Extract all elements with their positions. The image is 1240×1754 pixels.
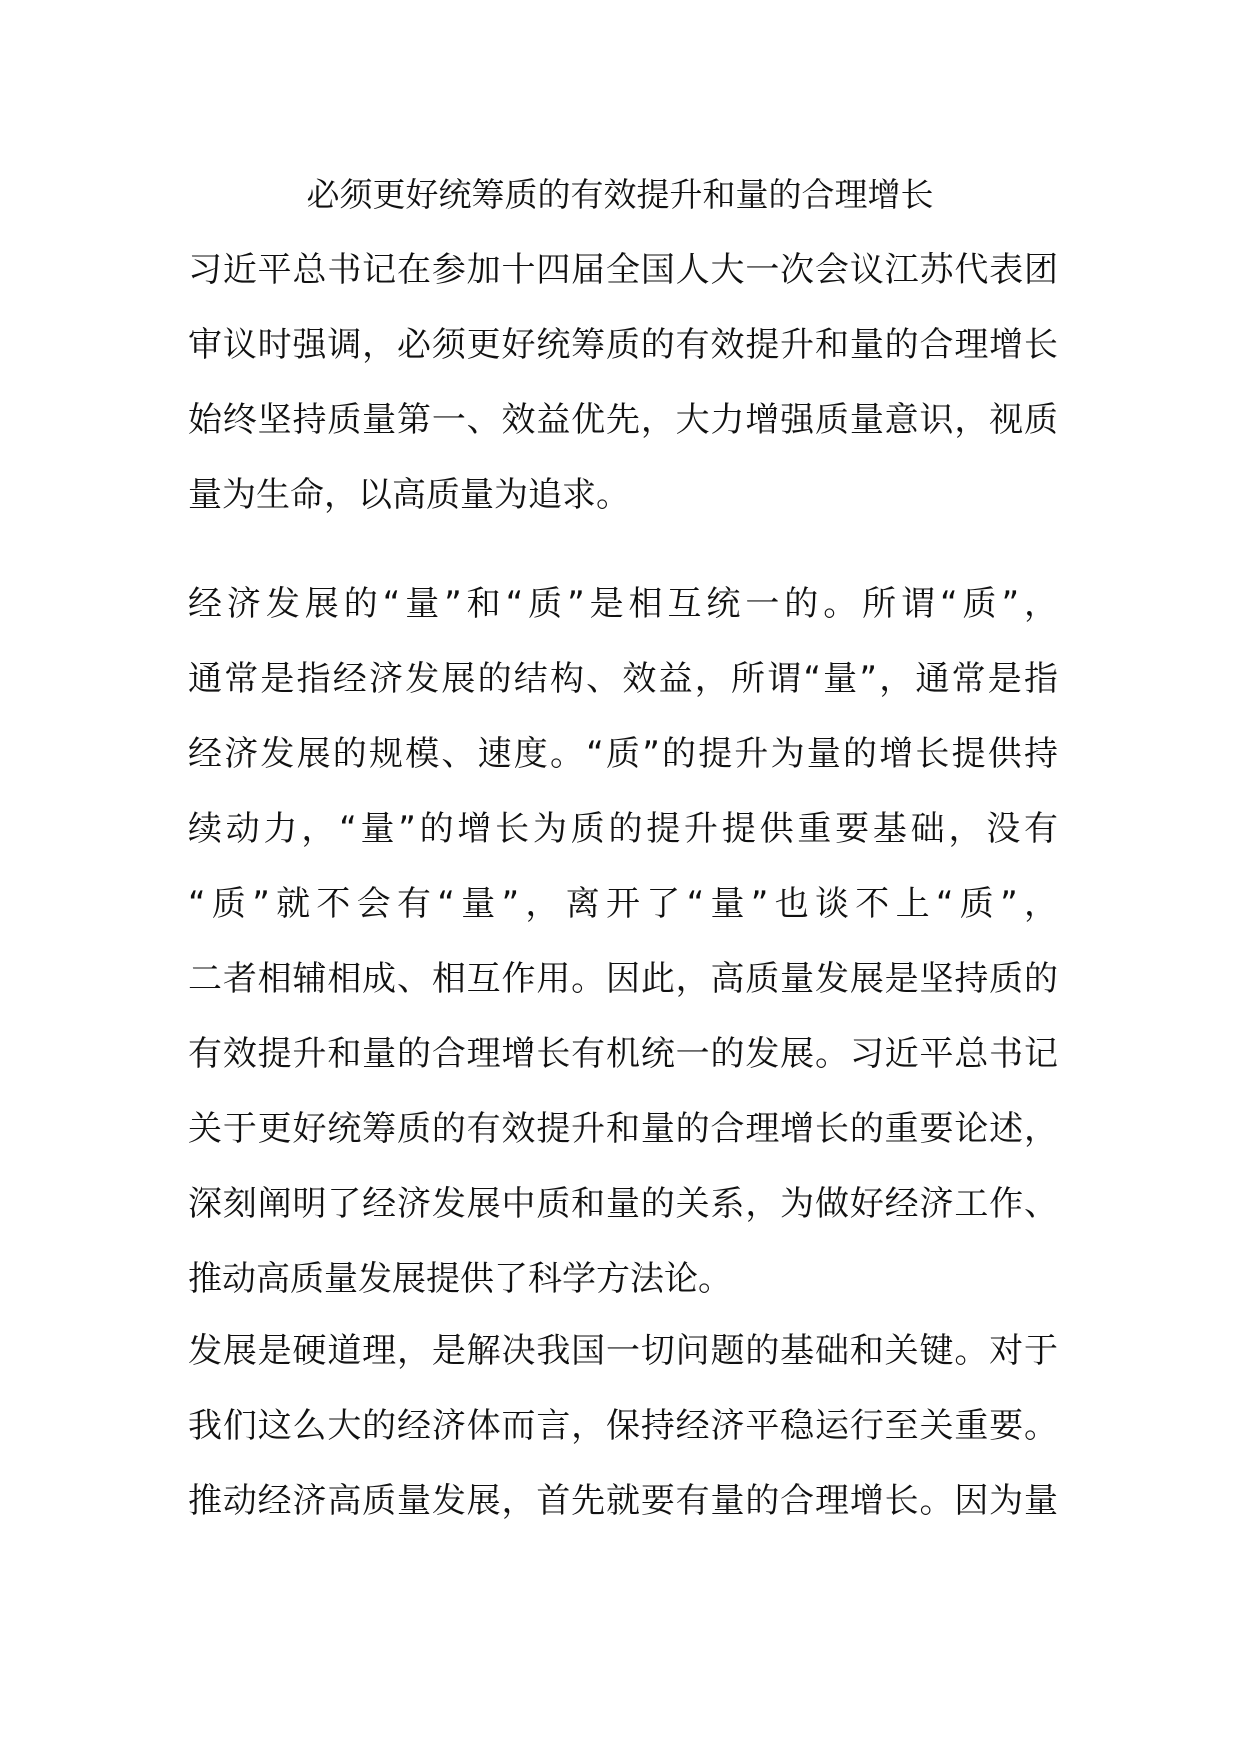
paragraph-line: 通常是指经济发展的结构、效益，所谓“量”，通常是指 [188, 659, 1058, 699]
paragraph-line: “质”就不会有“量”，离开了“量”也谈不上“质”， [188, 884, 1058, 924]
paragraph-line: 经济发展的“量”和“质”是相互统一的。所谓“质”， [188, 584, 1058, 624]
paragraph-line: 我们这么大的经济体而言，保持经济平稳运行至关重要。 [188, 1406, 1058, 1446]
paragraph-line: 量为生命，以高质量为追求。 [188, 475, 630, 515]
paragraph-line: 发展是硬道理，是解决我国一切问题的基础和关键。对于 [188, 1331, 1058, 1371]
document-title: 必须更好统筹质的有效提升和量的合理增长 [306, 175, 934, 214]
paragraph-line: 深刻阐明了经济发展中质和量的关系，为做好经济工作、 [188, 1184, 1058, 1224]
paragraph-line: 续动力，“量”的增长为质的提升提供重要基础，没有 [188, 809, 1058, 849]
paragraph-line: 推动经济高质量发展，首先就要有量的合理增长。因为量 [188, 1481, 1058, 1521]
paragraph-line: 二者相辅相成、相互作用。因此，高质量发展是坚持质的 [188, 959, 1058, 999]
paragraph-1 [188, 233, 1058, 533]
paragraph-line: 关于更好统筹质的有效提升和量的合理增长的重要论述， [188, 1109, 1058, 1149]
paragraph-line: 习近平总书记在参加十四届全国人大一次会议江苏代表团 [188, 250, 1058, 290]
paragraph-line: 经济发展的规模、速度。“质”的提升为量的增长提供持 [188, 734, 1058, 774]
paragraph-line: 始终坚持质量第一、效益优先，大力增强质量意识，视质 [188, 400, 1058, 440]
paragraph-line: 审议时强调，必须更好统筹质的有效提升和量的合理增长 [188, 325, 1058, 365]
paragraph-3 [188, 1314, 1058, 1539]
paragraph-2 [188, 567, 1058, 1317]
paragraph-line: 有效提升和量的合理增长有机统一的发展。习近平总书记 [188, 1034, 1058, 1074]
paragraph-line: 推动高质量发展提供了科学方法论。 [188, 1259, 732, 1299]
